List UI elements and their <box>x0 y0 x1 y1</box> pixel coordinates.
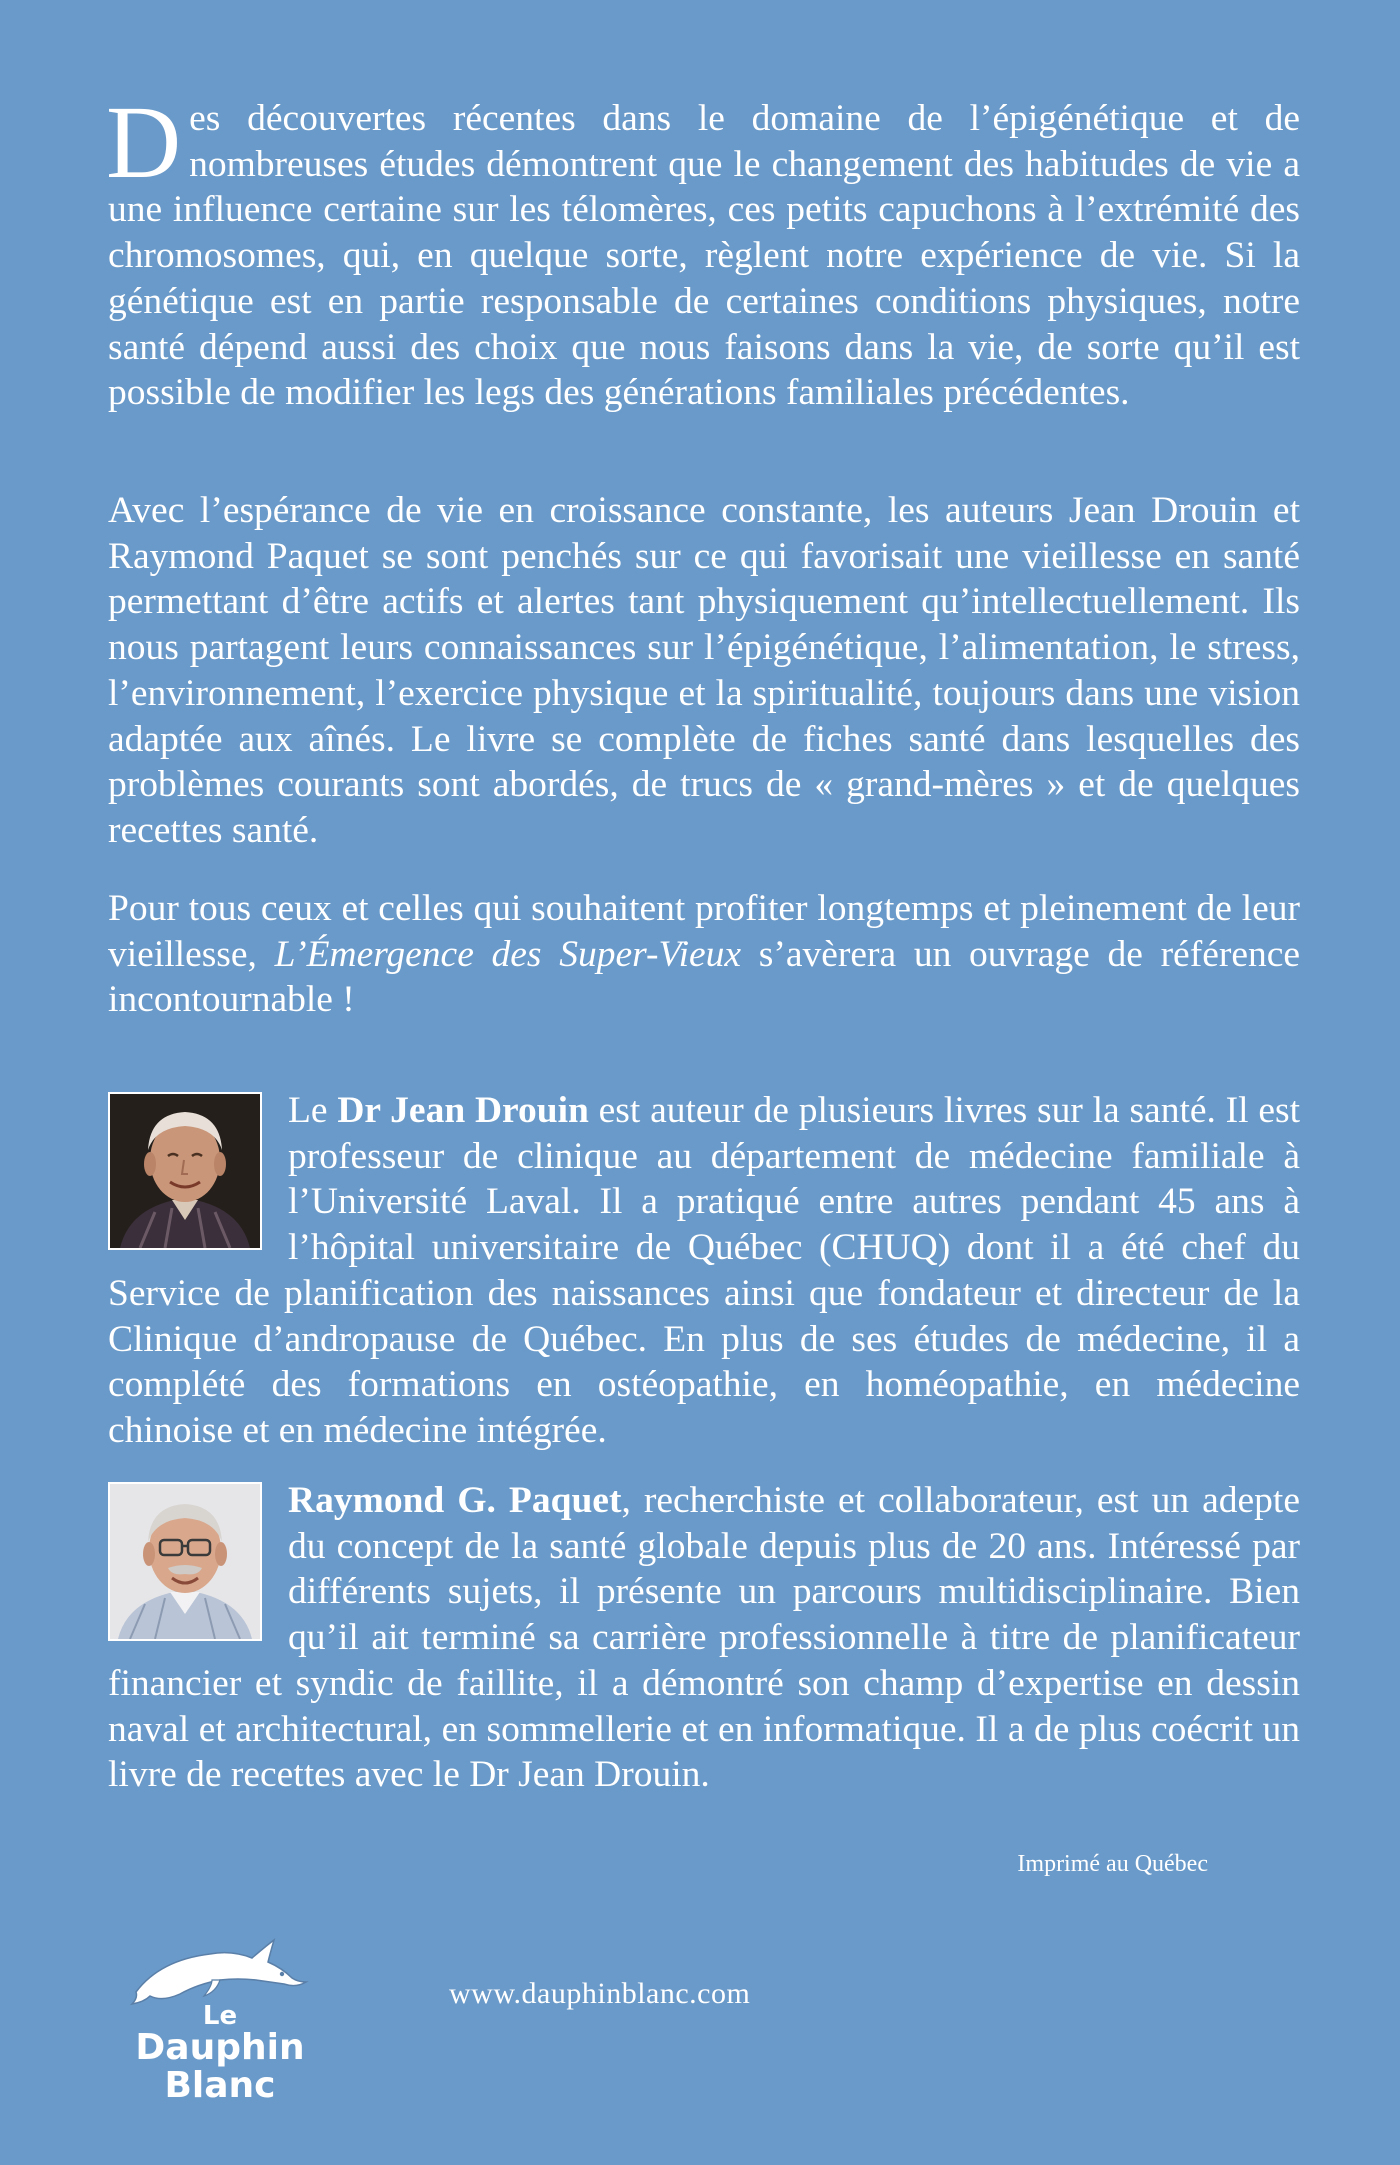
intro-paragraph-3 <box>108 886 1300 1023</box>
logo-line-3: Blanc <box>164 2065 276 2106</box>
bio-jean-drouin-text: est auteur de plusieurs livres sur la santé. Il est professeur de clinique au département de médecine familiale à l’Université Laval. Il a pratiqué entre autres pendant 45 ans à l’hôpital universitaire de Québec (CHUQ) dont il a été chef du Service de planification des naissances ainsi que fondateur et directeur de la Clinique d’andropause de Québec. En plus de ses études de médecine, il a complété des formations en ostéopathie, en homéopathie, en médecine chinoise et en médecine intégrée. <box>108 1090 1300 1451</box>
intro-paragraph-2: Avec l’espérance de vie en croissance constante, les auteurs Jean Drouin et Raymond Paquet se sont penchés sur ce qui favorisait une vieillesse en santé permettant d’être actifs et alertes tant physiquement qu’intellectuellement. Ils nous partagent leurs connaissances sur l’épigénétique, l’alimentation, le stress, l’environnement, l’exercice physique et la spiritualité, toujours dans une vision adaptée aux aînés. Le livre se complète de fiches santé dans lesquelles des problèmes courants sont abordés, de trucs de « grand-mères » et de quelques recettes santé. <box>108 490 1300 851</box>
bio-raymond-paquet-text: , recherchiste et collaborateur, est un adepte du concept de la santé globale depuis plus de 20 ans. Intéressé par différents sujets, il présente un parcours multidisciplinaire. Bien qu’il ait terminé sa carrière professionnelle à titre de planificateur financier et syndic de faillite, il a démontré son champ d’expertise en dessin naval et architectural, en sommellerie et en informatique. Il a de plus coécrit un livre de recettes avec le Dr Jean Drouin. <box>108 1480 1300 1796</box>
dolphin-icon <box>100 1938 340 2008</box>
bio-jean-drouin-prefix: Le <box>288 1090 328 1131</box>
portrait-jean-drouin <box>108 1092 262 1250</box>
portrait-raymond-paquet-image <box>110 1484 260 1639</box>
logo-line-1: Le <box>202 2001 238 2031</box>
website-link[interactable]: www.dauphinblanc.com <box>449 1977 751 2010</box>
intro-paragraph-1-text: es découvertes récentes dans le domaine de l’épigénétique et de nombreuses études démontrent que le changement des habitudes de vie a une influence certaine sur les télomères, ces petits capuchons à l’extrémité des chromosomes, qui, en quelque sorte, règlent notre expérience de vie. Si la génétique est en partie responsable de certaines conditions physiques, notre santé dépend aussi des choix que nous faisons dans la vie, de sorte qu’il est possible de modifier les legs des générations familiales précédentes. <box>108 98 1300 414</box>
printed-in-quebec: Imprimé au Québec <box>1017 1851 1208 1877</box>
intro-paragraph-1 <box>106 85 1300 416</box>
author-name-raymond-paquet: Raymond G. Paquet <box>288 1480 622 1521</box>
book-title: L’Émergence des Super-Vieux <box>274 933 742 975</box>
publisher-logo <box>100 1938 340 2110</box>
portrait-jean-drouin-image <box>110 1094 260 1248</box>
logo-line-2: Dauphin <box>135 2027 305 2068</box>
intro-paragraph-3-start: Pour tous ceux et celles qui souhaitent profiter longtemps et pleinement de leur vieillesse, <box>108 888 1300 975</box>
bio-raymond-paquet <box>108 1478 1300 1798</box>
intro-paragraph-3-end: s’avèrera un ouvrage de référence incontournable ! <box>108 933 1301 1021</box>
author-name-jean-drouin: Dr Jean Drouin <box>337 1090 589 1131</box>
drop-cap: D <box>106 85 182 200</box>
bio-jean-drouin <box>108 1088 1300 1454</box>
portrait-raymond-paquet <box>108 1482 262 1641</box>
